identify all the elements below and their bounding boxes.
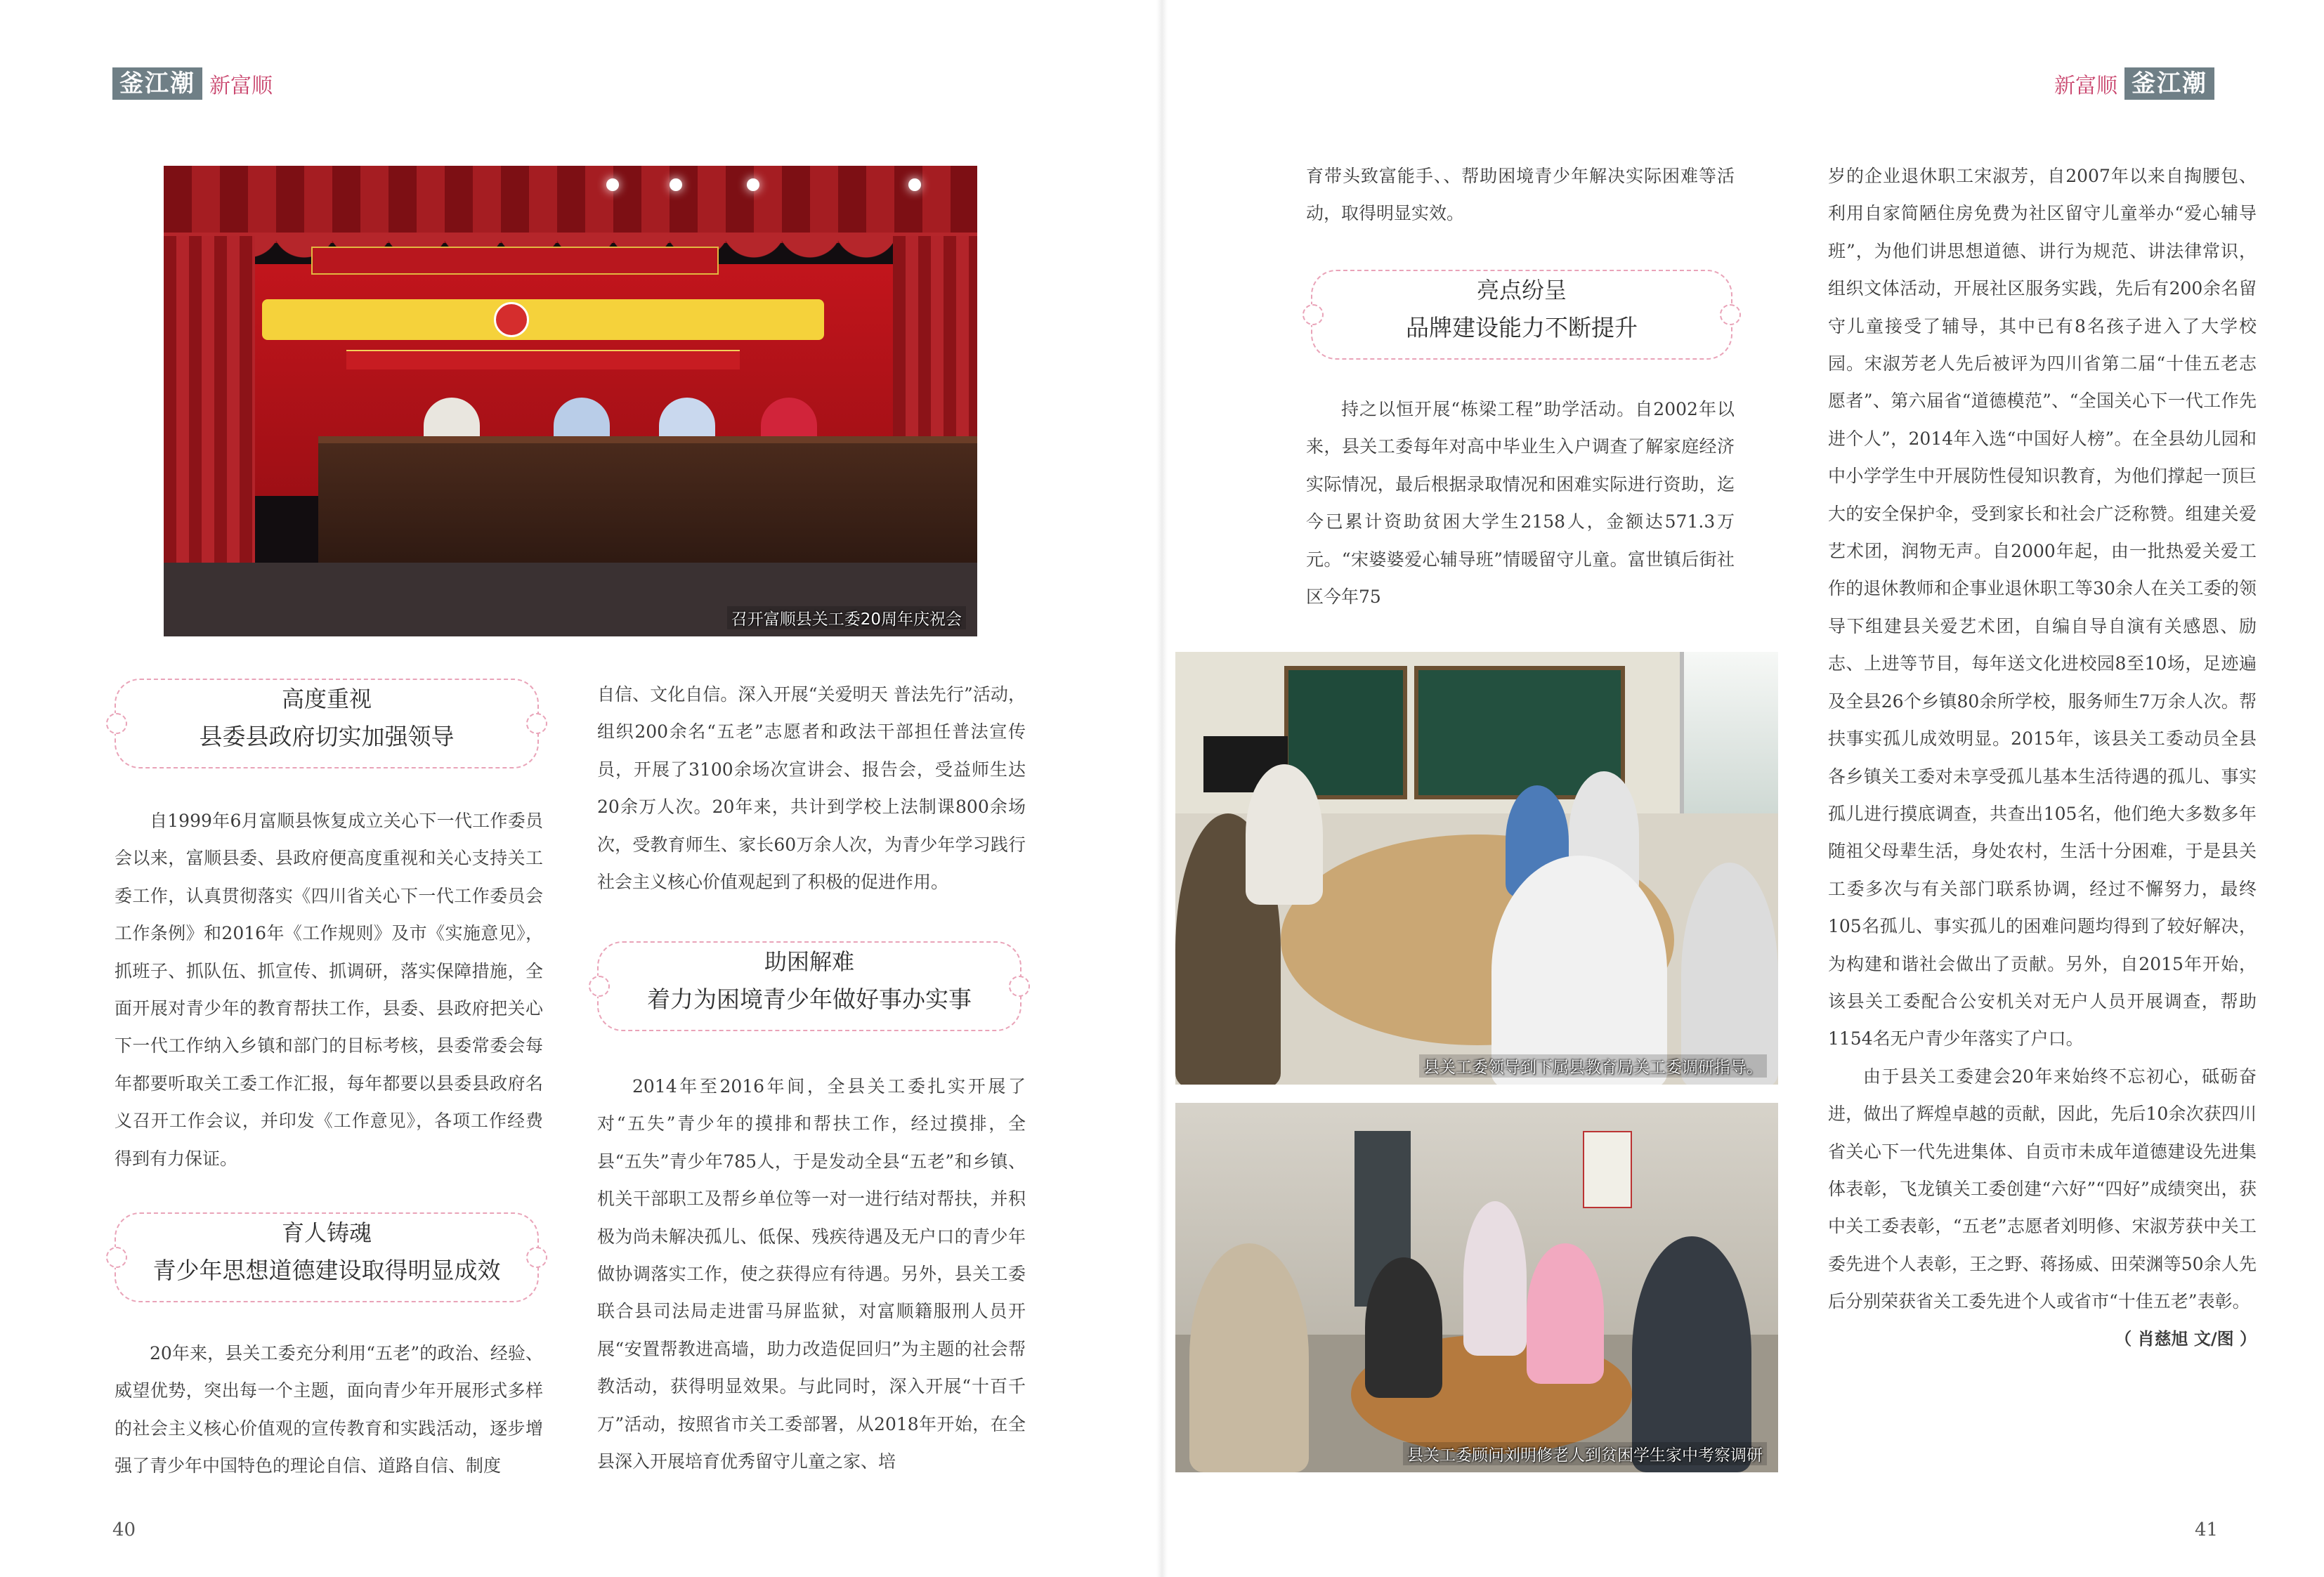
paragraph: 岁的企业退休职工宋淑芳，自2007年以来自掏腰包、利用自家简陋住房免费为社区留守儿童举办“爱心辅导班”，为他们讲思想道德、讲行为规范、讲法律常识，组织文体活动，开展社区服务实践，先后有200余名留守儿童接受了辅导，其中已有8名孩子进入了大学校园。宋淑芳老人先后被评为四川省第二届“十佳五老志愿者”、第六届省“道德模范”、“全国关心下一代工作先进个人”，2014年入选“中国好人榜”。在全县幼儿园和中小学学生中开展防性侵知识教育，为他们撑起一顶巨大的安全保护伞，受到家长和社会广泛称赞。组建关爱艺术团，润物无声。自2000年起，由一批热爱关爱工作的退休教师和企事业退休职工等30余人在关工委的领导下组建县关爱艺术团，自编自导自演有关感恩、励志、上进等节目，每年送文化进校园8至10场，足迹遍及全县26个乡镇80余所学校，服务师生7万余人次。帮扶事实孤儿成效明显。2015年，该县关工委动员全县各乡镇关工委对未享受孤儿基本生活待遇的孤儿、事实孤儿进行摸底调查，共查出105名，他们绝大多数多年随祖父母辈生活，身处农村，生活十分困难，于是县关工委多次与有关部门联系协调，经过不懈努力，最终105名孤儿、事实孤儿的困难问题均得到了较好解决，为构建和谐社会做出了贡献。另外，自2015年开始，该县关工委配合公安机关对无户人员开展调查，帮助1154名无户青少年落实了户口。 [1828, 166, 2257, 1049]
heading-title: 亮点纷呈 [1476, 277, 1567, 303]
paragraph: 自信、文化自信。深入开展“关爱明天 普法先行”活动，组织200余名“五老”志愿者和政法干部担任普法宣传员，开展了3100余场次宣讲会、报告会，受益师生达20余万人次。20年来，共计到学校上法制课800余场次，受教育师生、家长60万余人次，为青少年学习践行社会主义核心价值观起到了积极的促进作用。 [597, 684, 1026, 893]
paragraph: 2014年至2016年间，全县关工委扎实开展了对“五失”青少年的摸排和帮扶工作，经过摸排，全县“五失”青少年785人，于是发动全县“五老”和乡镇、机关干部职工及帮乡单位等一对一进行结对帮扶，并积极为尚未解决孤儿、低保、残疾待遇及无户口的青少年做协调落实工作，使之获得应有待遇。另外，县关工委联合县司法局走进雷马屏监狱，对富顺籍服刑人员开展“安置帮教进高墙，助力改造促回归”为主题的社会帮教活动，获得明显效果。与此同时，深入开展“十百千万”活动，按照省市关工委部署，从2018年开始，在全县深入开展培育优秀留守儿童之家、培 [597, 1076, 1026, 1472]
paragraph: 由于县关工委建会20年来始终不忘初心，砥砺奋进，做出了辉煌卓越的贡献，因此，先后10余次获四川省关心下一代先进集体、自贡市未成年道德建设先进集体表彰，飞龙镇关工委创建“六好”“四好”成绩突出，获中关工委表彰，“五老”志愿者刘明修、宋淑芳获中关工委先进个人表彰，王之野、蒋扬威、田荣渊等50余人先后分别荣获省关工委先进个人或省市“十佳五老”表彰。 [1828, 1066, 2257, 1312]
brand-subtitle: 新富顺 [2054, 74, 2117, 98]
heading-title: 助困解难 [764, 948, 854, 975]
page-number-right: 41 [2195, 1519, 2219, 1540]
paragraph: 自1999年6月富顺县恢复成立关心下一代工作委员会以来，富顺县委、县政府便高度重视和关心支持关工委工作，认真贯彻落实《四川省关心下一代工作委员会工作条例》和2016年《工作规则》及市《实施意见》，抓班子、抓队伍、抓宣传、抓调研，落实保障措施，全面开展对青少年的教育帮扶工作，县委、县政府把关心下一代工作纳入乡镇和部门的目标考核，县委常委会每年都要听取关工委工作汇报，每年都要以县委县政府名义召开工作会议，并印发《工作意见》，各项工作经费得到有力保证。 [115, 811, 543, 1169]
section-heading-3 [597, 941, 1021, 1031]
section-heading-2 [115, 1212, 539, 1302]
paragraph: 育带头致富能手、、帮助困境青少年解决实际困难等活动，取得明显实效。 [1306, 166, 1735, 224]
photo-stage-ceremony [164, 166, 977, 636]
text-column-3b [1306, 391, 1735, 615]
heading-subtitle: 青少年思想道德建设取得明显成效 [152, 1257, 501, 1284]
text-column-4 [1828, 157, 2257, 1358]
brand-logo: 釜江潮 [2124, 67, 2214, 100]
section-heading-1 [115, 679, 539, 768]
right-page [1162, 0, 2324, 1577]
heading-title: 育人铸魂 [281, 1219, 372, 1246]
heading-title: 高度重视 [281, 686, 372, 712]
text-column-2 [597, 676, 1026, 901]
brand-logo: 釜江潮 [112, 67, 202, 100]
photo-caption: 县关工委顾问刘明修老人到贫困学生家中考察调研 [1403, 1442, 1767, 1465]
heading-subtitle: 着力为困境青少年做好事办实事 [647, 986, 972, 1013]
header-brand-left [112, 67, 273, 100]
photo-meeting [1175, 652, 1778, 1085]
heading-subtitle: 品牌建设能力不断提升 [1406, 314, 1638, 341]
text-column-1 [115, 802, 543, 1177]
photo-caption: 召开富顺县关工委20周年庆祝会 [727, 606, 966, 629]
text-column-1b [115, 1335, 543, 1485]
paragraph: 持之以恒开展“栋梁工程”助学活动。自2002年以来，县关工委每年对高中毕业生入户调查了解家庭经济实际情况，最后根据录取情况和困难实际进行资助，迄今已累计资助贫困大学生2158人，金额达571.3万元。“宋婆婆爱心辅导班”情暖留守儿童。富世镇后街社区今年75 [1306, 399, 1735, 608]
text-column-3 [1306, 157, 1735, 233]
header-brand-right [2054, 67, 2214, 100]
section-heading-4 [1311, 270, 1732, 360]
page-number-left: 40 [112, 1519, 136, 1540]
heading-subtitle: 县委县政府切实加强领导 [199, 723, 455, 750]
brand-subtitle: 新富顺 [209, 74, 273, 98]
author-credit: （ 肖慈旭 文/图 ） [2115, 1328, 2257, 1349]
text-column-2b [597, 1068, 1026, 1480]
paragraph: 20年来，县关工委充分利用“五老”的政治、经验、威望优势，突出每一个主题，面向青少年开展形式多样的社会主义核心价值观的宣传教育和实践活动，逐步增强了青少年中国特色的理论自信、道路自信、制度 [115, 1343, 543, 1477]
photo-caption: 县关工委领导到下属县教育局关工委调研指导。 [1419, 1054, 1767, 1078]
photo-home-visit [1175, 1103, 1778, 1472]
